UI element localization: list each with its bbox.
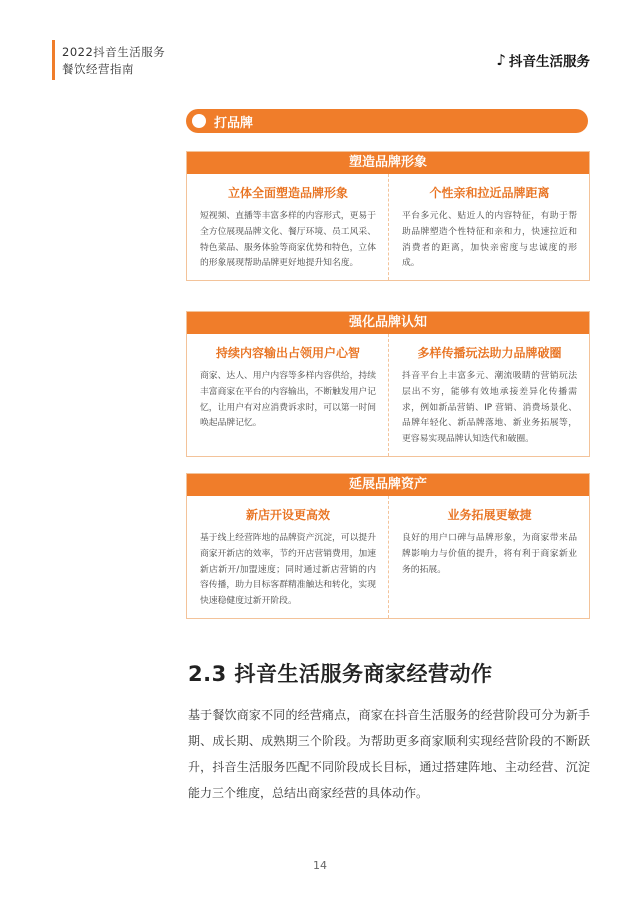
header-title-line1: 2022抖音生活服务 — [62, 45, 166, 59]
card-title: 延展品牌资产 — [187, 474, 589, 496]
card-body-text: 商家、达人、用户内容等多样内容供给，持续丰富商家在平台的内容输出，不断触发用户记忆，让用户有对应消费诉求时，可以第一时间唤起品牌记忆。 — [200, 371, 376, 429]
card-brand-image — [186, 151, 590, 281]
card-brand-assets — [186, 473, 590, 619]
brand-logo — [496, 50, 590, 70]
card-right-column — [388, 174, 589, 280]
card-title: 强化品牌认知 — [187, 312, 589, 334]
card-right-column — [388, 334, 589, 456]
card-body-text: 良好的用户口碑与品牌形象，为商家带来品牌影响力与价值的提升，将有利于商家新业务的拓展。 — [402, 533, 577, 575]
card-left-column — [187, 496, 388, 618]
card-subtitle: 个性亲和拉近品牌距离 — [429, 186, 550, 200]
section-paragraph: 基于餐饮商家不同的经营痛点，商家在抖音生活服务的经营阶段可分为新手期、成长期、成熟期三个阶段。为帮助更多商家顺利实现经营阶段的不断跃升，抖音生活服务匹配不同阶段成长目标，通过搭建阵地、主动经营、沉淀能力三个维度，总结出商家经营的具体动作。 — [188, 708, 590, 800]
white-dot-icon — [192, 114, 206, 128]
card-subtitle: 立体全面塑造品牌形象 — [227, 186, 348, 200]
card-subtitle: 多样传播玩法助力品牌破圈 — [417, 346, 562, 360]
card-body-text: 短视频、直播等丰富多样的内容形式，更易于全方位展现品牌文化、餐厅环境、员工风采、特色菜品、服务体验等商家优势和特色，立体的形象展现帮助品牌更好地提升知名度。 — [200, 211, 376, 269]
section-pill-label: 打品牌 — [214, 116, 254, 131]
header-title-line2: 餐饮经营指南 — [62, 62, 134, 76]
card-subtitle: 业务拓展更敏捷 — [447, 508, 532, 522]
card-title: 塑造品牌形象 — [187, 152, 589, 174]
card-body-text: 平台多元化、贴近人的内容特征，有助于帮助品牌塑造个性特征和亲和力，快速拉近和消费者的距离，加快亲密度与忠诚度的形成。 — [402, 211, 577, 269]
card-brand-awareness — [186, 311, 590, 457]
card-left-column — [187, 174, 388, 280]
card-body-text: 抖音平台上丰富多元、潮流吸睛的营销玩法层出不穷，能够有效地承接差异化传播需求，例如新品营销、IP 营销、消费场景化、品牌年轻化、新品牌落地、新业务拓展等，更容易实现品牌认知迭代和破圈。 — [402, 371, 577, 445]
section-pill — [186, 109, 588, 133]
page-number: 14 — [313, 859, 327, 872]
card-body-text: 基于线上经营阵地的品牌资产沉淀，可以提升商家开新店的效率，节约开店营销费用，加速新店新开/加盟速度；同时通过新店营销的内容传播，助力目标客群精准触达和转化，实现快速稳健度过新开阶段。 — [200, 533, 376, 607]
section-heading: 2.3 抖音生活服务商家经营动作 — [188, 662, 493, 686]
card-left-column — [187, 334, 388, 456]
brand-name: 抖音生活服务 — [509, 54, 590, 70]
tiktok-note-icon: ♪ — [496, 51, 506, 69]
card-subtitle: 持续内容输出占领用户心智 — [215, 346, 360, 360]
header-accent-bar — [52, 40, 55, 80]
card-right-column — [388, 496, 589, 618]
card-subtitle: 新店开设更高效 — [245, 508, 330, 522]
